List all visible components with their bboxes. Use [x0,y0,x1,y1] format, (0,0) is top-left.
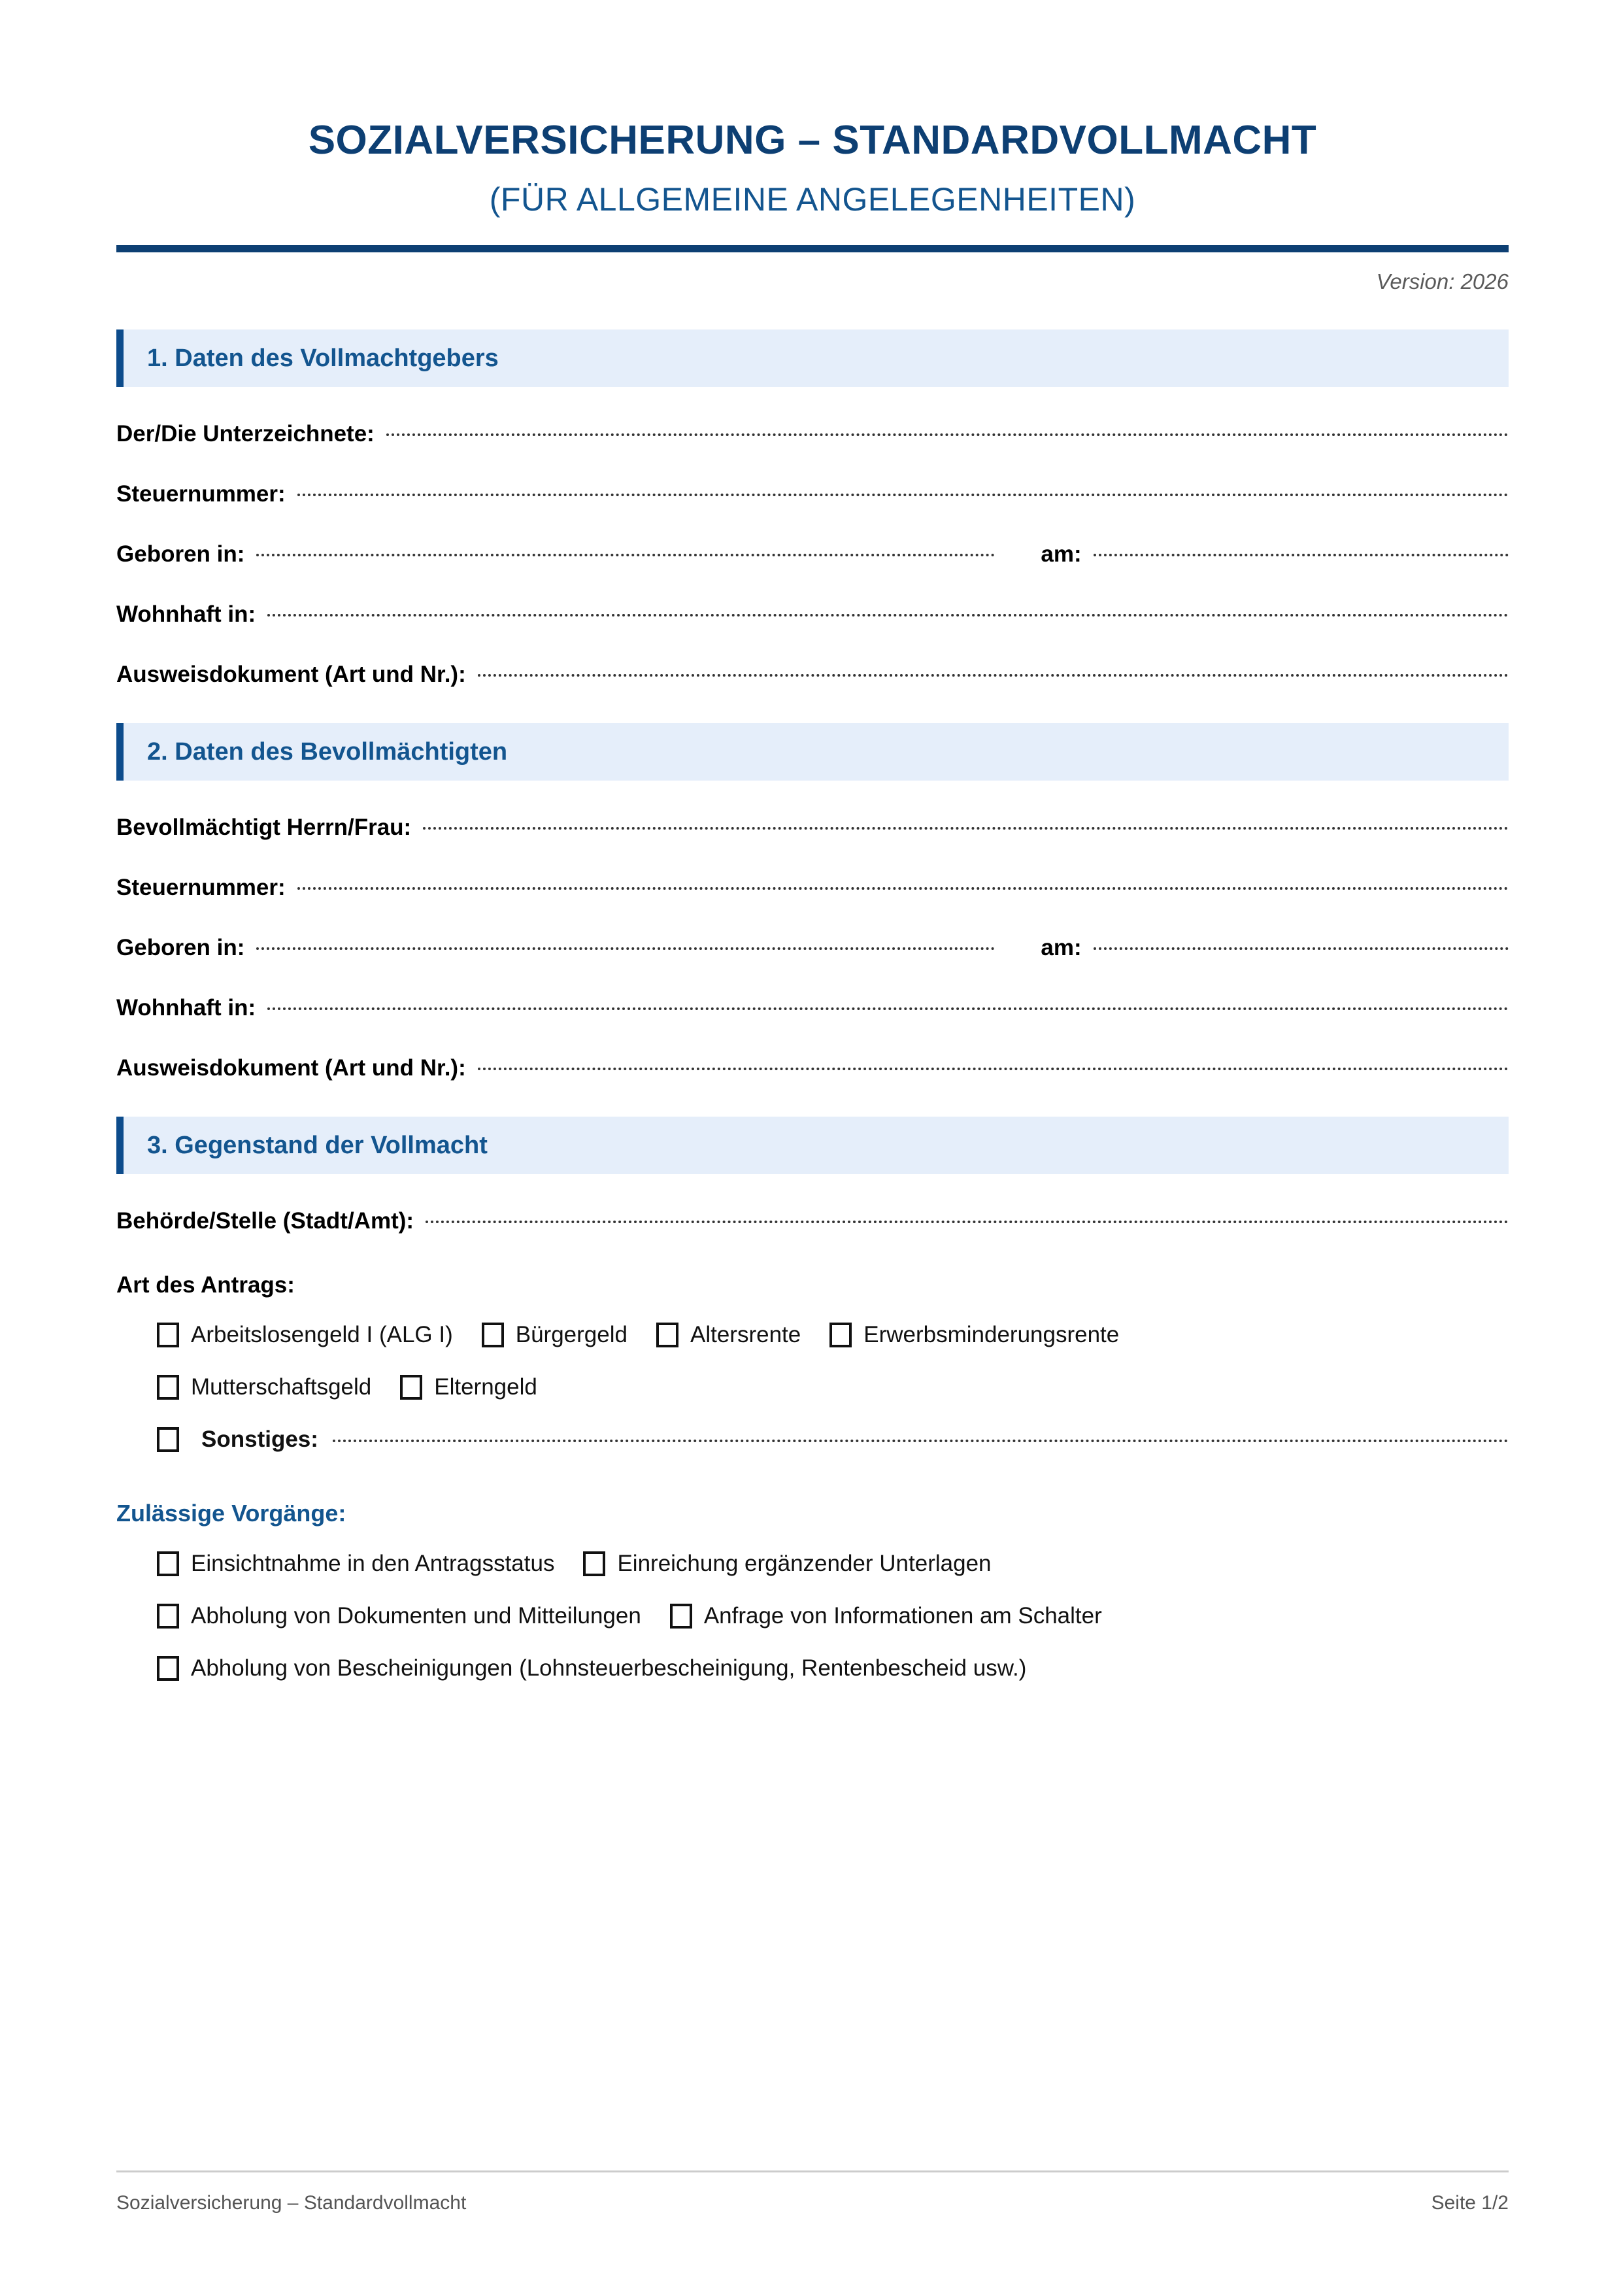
checkbox-icon[interactable] [157,1656,179,1681]
checkbox-label: Bürgergeld [515,1322,627,1348]
field-label-born-on-2: am: [1041,935,1082,961]
field-label-tax-number-2: Steuernummer: [116,875,286,901]
footer-divider [116,2170,1509,2172]
footer-document-name: Sozialversicherung – Standardvollmacht [116,2192,467,2214]
field-label-authorized: Bevollmächtigt Herrn/Frau: [116,815,412,841]
checkbox-label: Erwerbsminderungsrente [863,1322,1120,1348]
checkbox-icon[interactable] [157,1427,179,1452]
allowed-operations-row-2 [116,1603,1509,1629]
checkbox-item[interactable] [583,1551,991,1577]
application-type-label: Art des Antrags: [116,1272,295,1298]
field-input-id-document-2[interactable] [478,1068,1509,1070]
title-divider [116,245,1509,252]
field-label-tax-number-1: Steuernummer: [116,481,286,507]
field-row-born-2 [116,935,1509,961]
checkbox-label: Abholung von Bescheinigungen (Lohnsteuerbescheinigung, Rentenbescheid usw.) [191,1655,1027,1681]
section-accent-bar [116,723,124,781]
footer-page-number: Seite 1/2 [1431,2192,1509,2214]
allowed-operations-label: Zulässige Vorgänge: [116,1500,346,1527]
field-label-resident-2: Wohnhaft in: [116,995,256,1021]
checkbox-label: Arbeitslosengeld I (ALG I) [191,1322,453,1348]
checkbox-icon[interactable] [583,1551,605,1576]
page-footer [116,2170,1509,2214]
section-title-1: 1. Daten des Vollmachtgebers [147,344,499,372]
field-label-id-document-2: Ausweisdokument (Art und Nr.): [116,1055,466,1081]
field-row-authorized [116,815,1509,841]
checkbox-label: Mutterschaftsgeld [191,1374,372,1400]
section-header-1 [116,329,1509,387]
checkbox-label: Altersrente [690,1322,801,1348]
checkbox-icon[interactable] [157,1323,179,1347]
field-input-id-document-1[interactable] [478,674,1509,677]
checkbox-item[interactable] [829,1322,1119,1348]
checkbox-icon[interactable] [656,1323,678,1347]
field-input-authority[interactable] [426,1221,1509,1223]
field-row-signer [116,421,1509,447]
version-label: Version: 2026 [1376,269,1509,294]
field-label-born-in-1: Geboren in: [116,541,245,567]
checkbox-icon[interactable] [157,1375,179,1400]
footer-text-row [116,2192,1509,2214]
field-label-signer: Der/Die Unterzeichnete: [116,421,375,447]
checkbox-icon[interactable] [829,1323,852,1347]
field-input-other[interactable] [333,1440,1509,1442]
application-type-other-row [116,1427,1509,1453]
field-row-authority [116,1208,1509,1234]
field-input-born-in-1[interactable] [256,554,995,556]
section-accent-bar [116,329,124,387]
checkbox-item[interactable] [157,1655,1026,1681]
checkbox-item[interactable] [157,1322,453,1348]
section-header-2 [116,723,1509,781]
field-input-signer[interactable] [386,433,1509,436]
checkbox-item[interactable] [482,1322,627,1348]
field-row-resident-1 [116,601,1509,628]
field-row-tax-number-1 [116,481,1509,507]
checkbox-icon[interactable] [482,1323,504,1347]
allowed-operations-row-3 [116,1655,1509,1681]
field-input-tax-number-1[interactable] [297,494,1509,496]
checkbox-icon[interactable] [670,1604,692,1629]
field-label-authority: Behörde/Stelle (Stadt/Amt): [116,1208,414,1234]
field-input-born-on-1[interactable] [1094,554,1509,556]
checkbox-icon[interactable] [400,1375,422,1400]
checkbox-icon[interactable] [157,1551,179,1576]
field-row-id-document-1 [116,662,1509,688]
checkbox-item[interactable] [157,1603,641,1629]
section-header-3 [116,1117,1509,1174]
field-row-tax-number-2 [116,875,1509,901]
checkbox-item[interactable] [400,1374,537,1400]
checkbox-icon[interactable] [157,1604,179,1629]
checkbox-item[interactable] [670,1603,1102,1629]
section-title-3: 3. Gegenstand der Vollmacht [147,1131,488,1159]
field-input-resident-1[interactable] [267,614,1509,616]
field-row-id-document-2 [116,1055,1509,1081]
checkbox-item[interactable] [157,1551,554,1577]
document-content [116,0,1509,1681]
allowed-operations-row-1 [116,1551,1509,1577]
checkbox-label: Elterngeld [434,1374,537,1400]
field-row-resident-2 [116,995,1509,1021]
application-type-row-2 [116,1374,1509,1400]
checkbox-label: Anfrage von Informationen am Schalter [703,1603,1102,1629]
checkbox-label: Einsichtnahme in den Antragsstatus [191,1551,555,1577]
field-label-born-in-2: Geboren in: [116,935,245,961]
field-label-resident-1: Wohnhaft in: [116,601,256,628]
field-input-tax-number-2[interactable] [297,887,1509,890]
field-label-born-on-1: am: [1041,541,1082,567]
application-type-row-1 [116,1322,1509,1348]
section-accent-bar [116,1117,124,1174]
field-input-born-on-2[interactable] [1094,947,1509,950]
field-input-authorized[interactable] [423,827,1509,830]
page-title: SOZIALVERSICHERUNG – STANDARDVOLLMACHT [308,118,1317,163]
checkbox-label: Einreichung ergänzender Unterlagen [617,1551,992,1577]
checkbox-label: Abholung von Dokumenten und Mitteilungen [191,1603,641,1629]
checkbox-label-other: Sonstiges: [201,1427,318,1453]
field-label-id-document-1: Ausweisdokument (Art und Nr.): [116,662,466,688]
checkbox-item[interactable] [656,1322,801,1348]
page-subtitle: (FÜR ALLGEMEINE ANGELEGENHEITEN) [489,181,1136,218]
field-input-resident-2[interactable] [267,1007,1509,1010]
section-title-2: 2. Daten des Bevollmächtigten [147,737,508,766]
field-input-born-in-2[interactable] [256,947,995,950]
field-row-born-1 [116,541,1509,567]
checkbox-item[interactable] [157,1374,371,1400]
